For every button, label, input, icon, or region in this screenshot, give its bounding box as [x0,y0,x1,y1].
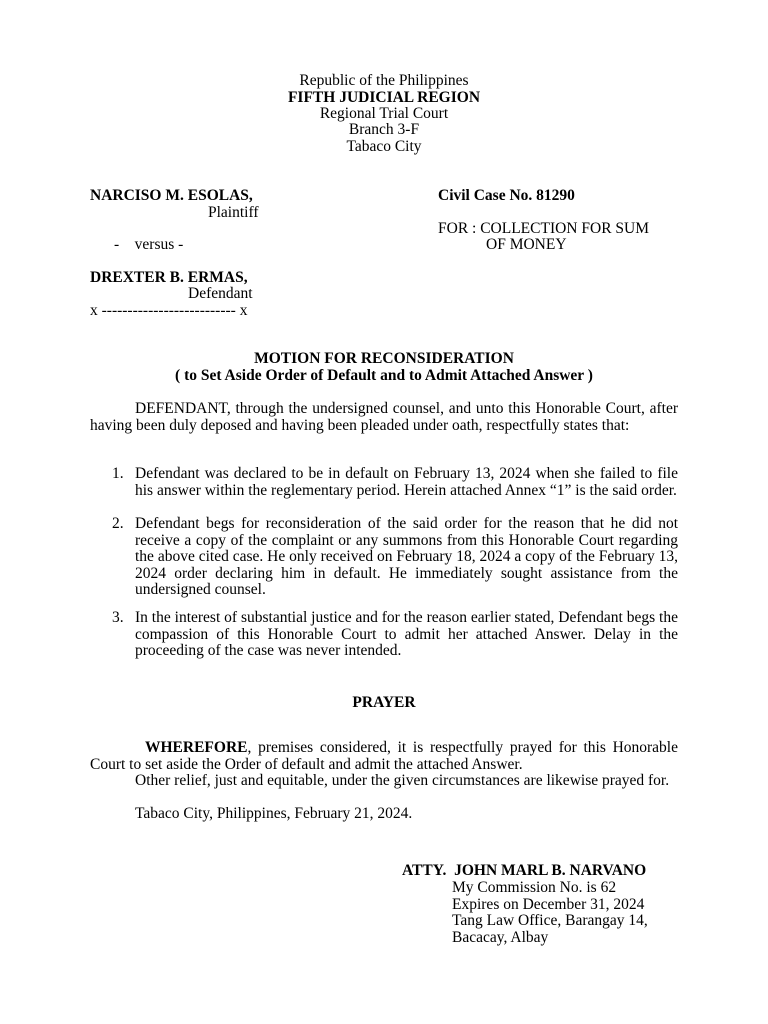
prayer-body: , premises considered, it is respectfully prayed for this Honorable Court to set aside the Order of default and admit the attached Answer. [90,739,678,773]
prayer-heading: PRAYER [352,694,416,711]
case-number: Civil Case No. 81290 [438,187,575,204]
document-subtitle: ( to Set Aside Order of Default and to Admit Attached Answer ) [175,367,593,384]
defendant-role: Defendant [188,285,253,302]
intro-paragraph: DEFENDANT, through the undersigned counsel, and unto this Honorable Court, after having been duly deposed and having been pleaded under oath, respectfully states that: [90,400,678,434]
other-relief-paragraph: Other relief, just and equitable, under the given circumstances are likewise prayed for. [135,772,670,789]
item-number: 1. [112,465,124,482]
item-text: Defendant begs for reconsideration of the said order for the reason that he did not receive a copy of the complaint or any summons from this Honorable Court regarding the above cited case. He only received on February 18, 2024 a copy of the February 13, 2024 order declaring him in default. He immediately sought assistance from the undersigned counsel. [135,515,678,598]
versus-label: - versus - [114,236,184,253]
case-subject-line1: FOR : COLLECTION FOR SUM [438,220,649,237]
item-number: 3. [112,609,124,626]
header-region: FIFTH JUDICIAL REGION [287,89,481,106]
place-date: Tabaco City, Philippines, February 21, 2024. [135,805,413,822]
prayer-paragraph [90,740,678,773]
signatory-address: Bacacay, Albay [452,929,549,946]
header-city: Tabaco City [346,138,422,155]
signatory-office: Tang Law Office, Barangay 14, [452,912,648,929]
caption-separator: x -------------------------- x [90,302,248,319]
case-subject-line2: OF MONEY [486,236,567,253]
signatory-name: ATTY. JOHN MARL B. NARVANO [402,862,647,879]
header-court: Regional Trial Court [319,105,449,122]
signatory-expiry: Expires on December 31, 2024 [452,896,645,913]
defendant-name: DREXTER B. ERMAS, [90,269,248,286]
header-republic: Republic of the Philippines [299,72,469,89]
item-number: 2. [112,515,124,532]
signatory-commission: My Commission No. is 62 [452,879,617,896]
plaintiff-name: NARCISO M. ESOLAS, [90,187,253,204]
plaintiff-role: Plaintiff [208,204,259,221]
document-title: MOTION FOR RECONSIDERATION [254,350,514,367]
item-text: In the interest of substantial justice and for the reason earlier stated, Defendant begs the compassion of this Honorable Court to admit her attached Answer. Delay in the proceeding of the case was never intended. [135,609,678,659]
item-text: Defendant was declared to be in default on February 13, 2024 when she failed to file his answer within the reglementary period. Herein attached Annex “1” is the said order. [135,465,678,499]
header-branch: Branch 3-F [348,121,420,138]
wherefore-word: WHEREFORE [145,739,248,756]
